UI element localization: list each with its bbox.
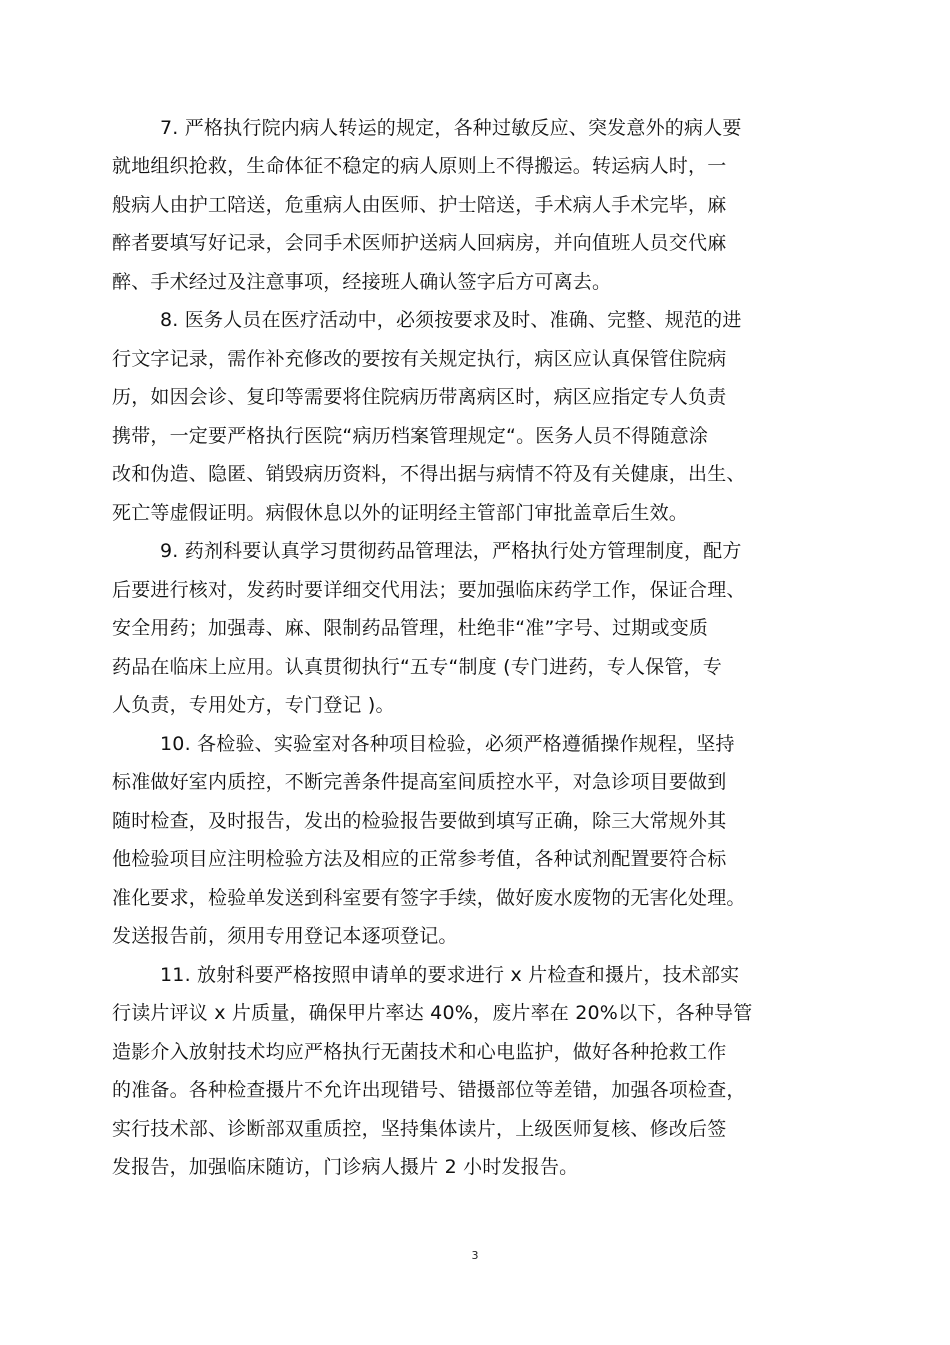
paragraph-8-line-6: 死亡等虚假证明。病假休息以外的证明经主管部门审批盖章后生效。 [112, 502, 689, 524]
paragraph-9-line-1: 9. 药剂科要认真学习贯彻药品管理法，严格执行处方管理制度，配方 [160, 540, 742, 562]
paragraph-11-line-2: 行读片评议 x 片质量，确保甲片率达 40%，废片率在 20%以下，各种导管 [112, 1002, 753, 1024]
paragraph-8-line-1: 8. 医务人员在医疗活动中，必须按要求及时、准确、完整、规范的进 [160, 309, 742, 331]
paragraph-10-line-2: 标准做好室内质控，不断完善条件提高室间质控水平，对急诊项目要做到 [112, 771, 727, 793]
paragraph-8-line-4: 携带，一定要严格执行医院“病历档案管理规定“。医务人员不得随意涂 [112, 425, 709, 447]
paragraph-10-line-1: 10. 各检验、实验室对各种项目检验，必须严格遵循操作规程，坚持 [160, 733, 735, 755]
paragraph-9-line-4: 药品在临床上应用。认真贯彻执行“五专“制度 (专门进药，专人保管，专 [112, 656, 722, 678]
paragraph-10-line-4: 他检验项目应注明检验方法及相应的正常参考值，各种试剂配置要符合标 [112, 848, 727, 870]
paragraph-9-line-3: 安全用药；加强毒、麻、限制药品管理，杜绝非“准”字号、过期或变质 [112, 617, 709, 639]
paragraph-8-line-3: 历，如因会诊、复印等需要将住院病历带离病区时，病区应指定专人负责 [112, 386, 727, 408]
paragraph-7-line-5: 醉、手术经过及注意事项，经接班人确认签字后方可离去。 [112, 271, 612, 293]
paragraph-7-line-3: 般病人由护工陪送，危重病人由医师、护士陪送，手术病人手术完毕，麻 [112, 194, 727, 216]
paragraph-11-line-5: 实行技术部、诊断部双重质控，坚持集体读片，上级医师复核、修改后签 [112, 1118, 727, 1140]
paragraph-8-line-2: 行文字记录，需作补充修改的要按有关规定执行，病区应认真保管住院病 [112, 348, 727, 370]
page-number: 3 [471, 1249, 479, 1262]
paragraph-11-line-3: 造影介入放射技术均应严格执行无菌技术和心电监护，做好各种抢救工作 [112, 1041, 727, 1063]
paragraph-10-line-5: 准化要求，检验单发送到科室要有签字手续，做好废水废物的无害化处理。 [112, 887, 746, 909]
paragraph-7-line-2: 就地组织抢救，生命体征不稳定的病人原则上不得搬运。转运病人时，一 [112, 155, 727, 177]
paragraph-7-line-1: 7. 严格执行院内病人转运的规定，各种过敏反应、突发意外的病人要 [160, 117, 742, 139]
paragraph-8-line-5: 改和伪造、隐匿、销毁病历资料，不得出据与病情不符及有关健康，出生、 [112, 463, 746, 485]
paragraph-9-line-2: 后要进行核对，发药时要详细交代用法；要加强临床药学工作，保证合理、 [112, 579, 746, 601]
paragraph-9-line-5: 人负责，专用处方，专门登记 )。 [112, 694, 395, 716]
paragraph-11-line-4: 的准备。各种检查摄片不允许出现错号、错摄部位等差错，加强各项检查， [112, 1079, 746, 1101]
paragraph-10-line-6: 发送报告前，须用专用登记本逐项登记。 [112, 925, 458, 947]
paragraph-7-line-4: 醉者要填写好记录，会同手术医师护送病人回病房，并向值班人员交代麻 [112, 232, 727, 254]
paragraph-10-line-3: 随时检查，及时报告，发出的检验报告要做到填写正确，除三大常规外其 [112, 810, 727, 832]
paragraph-11-line-6: 发报告，加强临床随访，门诊病人摄片 2 小时发报告。 [112, 1156, 579, 1178]
paragraph-11-line-1: 11. 放射科要严格按照申请单的要求进行 x 片检查和摄片，技术部实 [160, 964, 740, 986]
